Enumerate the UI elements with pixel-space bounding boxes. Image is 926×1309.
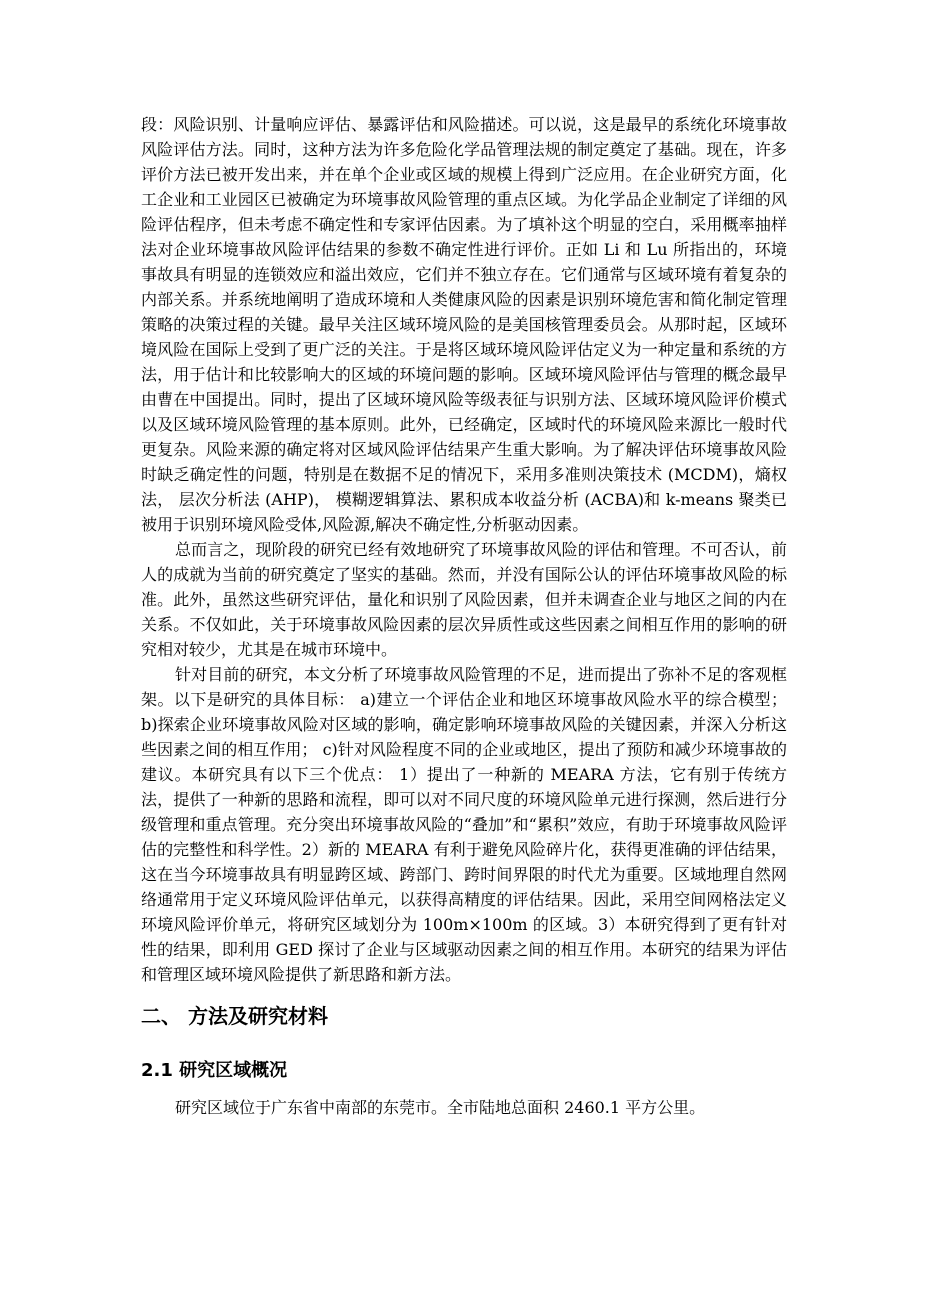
section-heading: 二、 方法及研究材料 <box>141 1004 328 1028</box>
body-paragraph-1: 段：风险识别、计量响应评估、暴露评估和风险描述。可以说，这是最早的系统化环境事故风险评估方法。同时，这种方法为许多危险化学品管理法规的制定奠定了基础。现在，许多评价方法已被开发出来，并在单个企业或区域的规模上得到广泛应用。在企业研究方面，化工企业和工业园区已被确定为环境事故风险管理的重点区域。为化学品企业制定了详细的风险评估程序，但未考虑不确定性和专家评估因素。为了填补这个明显的空白，采用概率抽样法对企业环境事故风险评估结果的参数不确定性进行评价。正如 Li 和 Lu 所指出的，环境事故具有明显的连锁效应和溢出效应，它们并不独立存在。它们通常与区域环境有着复杂的内部关系。并系统地阐明了造成环境和人类健康风险的因素是识别环境危害和简化制定管理策略的决策过程的关键。最早关注区域环境风险的是美国核管理委员会。从那时起，区域环境风险在国际上受到了更广泛的关注。于是将区域环境风险评估定义为一种定量和系统的方法，用于估计和比较影响大的区域的环境问题的影响。区域环境风险评估与管理的概念最早由曹在中国提出。同时，提出了区域环境风险等级表征与识别方法、区域环境风险评价模式以及区域环境风险管理的基本原则。此外，已经确定，区域时代的环境风险来源比一般时代更复杂。风险来源的确定将对区域风险评估结果产生重大影响。为了解决评估环境事故风险时缺乏确定性的问题，特别是在数据不足的情况下，采用多准则决策技术 (MCDM)，熵权法， 层次分析法 (AHP)， 模糊逻辑算法、累积成本收益分析 (ACBA)和 k-means 聚类已被用于识别环境风险受体,风险源,解决不确定性,分析驱动因素。 <box>141 115 787 534</box>
subsection-paragraph: 研究区域位于广东省中南部的东莞市。全市陆地总面积 2460.1 平方公里。 <box>175 1098 706 1117</box>
document-page <box>141 112 787 1120</box>
body-paragraph-3: 针对目前的研究，本文分析了环境事故风险管理的不足，进而提出了弥补不足的客观框架。以下是研究的具体目标： a)建立一个评估企业和地区环境事故风险水平的综合模型； b)探索企业环境事故风险对区域的影响，确定影响环境事故风险的关键因素，并深入分析这些因素之间的相互作用； c)针对风险程度不同的企业或地区，提出了预防和减少环境事故的建议。本研究具有以下三个优点： 1）提出了一种新的 MEARA 方法，它有别于传统方法，提供了一种新的思路和流程，即可以对不同尺度的环境风险单元进行探测，然后进行分级管理和重点管理。充分突出环境事故风险的“叠加”和“累积”效应，有助于环境事故风险评估的完整性和科学性。2）新的 MEARA 有利于避免风险碎片化，获得更准确的评估结果，这在当今环境事故具有明显跨区域、跨部门、跨时间界限的时代尤为重要。区域地理自然网络通常用于定义环境风险评估单元，以获得高精度的评估结果。因此，采用空间网格法定义环境风险评价单元，将研究区域划分为 100m×100m 的区域。3）本研究得到了更有针对性的结果，即利用 GED 探讨了企业与区域驱动因素之间的相互作用。本研究的结果为评估和管理区域环境风险提供了新思路和新方法。 <box>141 665 787 984</box>
body-paragraph-2: 总而言之，现阶段的研究已经有效地研究了环境事故风险的评估和管理。不可否认，前人的成就为当前的研究奠定了坚实的基础。然而，并没有国际公认的评估环境事故风险的标准。此外，虽然这些研究评估，量化和识别了风险因素，但并未调查企业与地区之间的内在关系。不仅如此，关于环境事故风险因素的层次异质性或这些因素之间相互作用的影响的研究相对较少，尤其是在城市环境中。 <box>141 540 787 659</box>
subsection-heading: 2.1 研究区域概况 <box>141 1060 288 1081</box>
